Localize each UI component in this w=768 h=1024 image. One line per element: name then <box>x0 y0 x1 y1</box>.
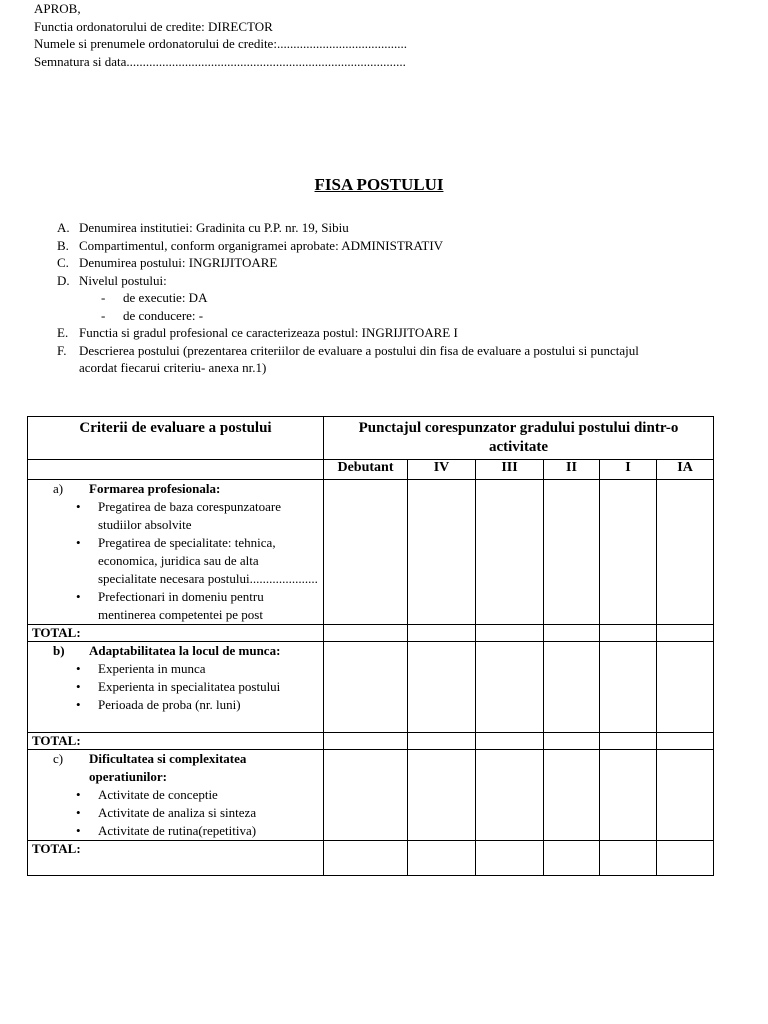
grade-header: II <box>544 460 600 480</box>
score-cell <box>544 750 600 841</box>
criteria-item <box>32 660 319 678</box>
grade-header: III <box>476 460 544 480</box>
total-score-cell <box>476 841 544 876</box>
info-text: Denumirea institutiei: Gradinita cu P.P. nr. 19, Sibiu <box>79 220 349 235</box>
table-header-row <box>28 417 714 460</box>
total-score-cell <box>324 841 408 876</box>
score-cell <box>324 750 408 841</box>
criteria-cell <box>28 480 324 625</box>
criteria-item <box>32 588 319 624</box>
info-department <box>57 237 679 255</box>
section-title: Adaptabilitatea la locul de munca: <box>89 643 281 658</box>
total-score-cell <box>324 733 408 750</box>
bullet-icon: • <box>76 535 81 550</box>
score-header: Punctajul corespunzator gradului postului dintr-o activitate <box>324 417 714 460</box>
approval-block <box>34 0 407 70</box>
total-score-cell <box>476 625 544 642</box>
total-score-cell <box>657 625 714 642</box>
score-cell <box>408 642 476 733</box>
section-title: Dificultatea si complexitatea operatiunilor: <box>89 751 247 784</box>
score-cell <box>476 480 544 625</box>
criteria-item <box>32 822 319 840</box>
bullet-icon: • <box>76 679 81 694</box>
info-execution-level <box>57 289 679 307</box>
info-letter: B. <box>57 237 69 253</box>
score-cell <box>657 750 714 841</box>
grade-header: IV <box>408 460 476 480</box>
total-score-cell <box>657 841 714 876</box>
bullet-icon: • <box>76 697 81 712</box>
grade-header: I <box>600 460 657 480</box>
info-text: Functia si gradul profesional ce caracterizeaza postul: INGRIJITOARE I <box>79 325 458 340</box>
info-institution <box>57 219 679 237</box>
score-cell <box>476 642 544 733</box>
score-cell <box>408 750 476 841</box>
criteria-item <box>32 498 319 534</box>
criteria-item-text: Activitate de rutina(repetitiva) <box>98 823 257 838</box>
score-cell <box>600 642 657 733</box>
section-heading <box>32 480 319 498</box>
criteria-item-text: Activitate de analiza si sinteza <box>98 805 257 820</box>
criteria-item-text: Experienta in munca <box>98 661 206 676</box>
info-letter: F. <box>57 342 67 358</box>
section-heading <box>32 642 319 660</box>
total-score-cell <box>600 841 657 876</box>
document-title: FISA POSTULUI <box>314 175 444 194</box>
info-letter: D. <box>57 272 70 288</box>
info-letter: C. <box>57 255 69 270</box>
info-letter: A. <box>57 220 70 235</box>
blank-header-cell <box>28 460 324 480</box>
total-score-cell <box>408 841 476 876</box>
bullet-icon: • <box>76 589 81 604</box>
total-score-cell <box>600 733 657 750</box>
score-cell <box>324 642 408 733</box>
info-position-level <box>57 272 679 290</box>
score-cell <box>544 480 600 625</box>
section-title: Formarea profesionala: <box>89 481 221 496</box>
criteria-section-row <box>28 750 714 841</box>
criteria-item-text: Perioada de proba (nr. luni) <box>98 697 241 712</box>
total-score-cell <box>408 733 476 750</box>
criteria-section-row <box>28 642 714 733</box>
info-text: Descrierea postului (prezentarea criteriilor de evaluare a postului din fisa de evaluare a postului si punctajul acordat fiecarui criteriu- anexa nr.1) <box>79 342 639 375</box>
criteria-item <box>32 786 319 804</box>
section-heading <box>32 750 319 786</box>
info-text: de executie: DA <box>123 290 208 305</box>
bullet-icon: • <box>76 805 81 820</box>
total-score-cell <box>476 733 544 750</box>
total-score-cell <box>657 733 714 750</box>
info-text: Compartimentul, conform organigramei aprobate: ADMINISTRATIV <box>79 237 444 253</box>
total-row <box>28 625 714 642</box>
score-cell <box>544 642 600 733</box>
score-cell <box>408 480 476 625</box>
bullet-icon: • <box>76 499 81 514</box>
score-cell <box>324 480 408 625</box>
approver-name-line: Numele si prenumele ordonatorului de credite:........................................ <box>34 36 407 51</box>
criteria-item-text: Prefectionari in domeniu pentru mentinerea competentei pe post <box>98 589 264 622</box>
criteria-cell <box>28 642 324 733</box>
bullet-icon: • <box>76 661 81 676</box>
info-text: Nivelul postului: <box>79 272 167 288</box>
bullet-icon: • <box>76 823 81 838</box>
total-label: TOTAL: <box>28 841 324 876</box>
info-function-grade <box>57 324 679 342</box>
total-score-cell <box>544 841 600 876</box>
grade-header: Debutant <box>324 460 408 480</box>
info-text: Denumirea postului: INGRIJITOARE <box>79 255 278 270</box>
info-letter: E. <box>57 325 69 340</box>
approval-label: APROB, <box>34 1 81 16</box>
criteria-item-text: Activitate de conceptie <box>98 787 218 802</box>
total-score-cell <box>324 625 408 642</box>
total-label: TOTAL: <box>28 625 324 642</box>
criteria-item <box>32 678 319 696</box>
total-score-cell <box>408 625 476 642</box>
score-cell <box>600 480 657 625</box>
approver-function: Functia ordonatorului de credite: DIRECTOR <box>34 18 273 34</box>
score-cell <box>657 480 714 625</box>
info-position-name <box>57 254 679 272</box>
section-label: c) <box>53 751 64 766</box>
evaluation-table <box>27 416 714 876</box>
job-info-list <box>57 219 679 377</box>
total-label: TOTAL: <box>28 733 324 750</box>
criteria-section-row <box>28 480 714 625</box>
grades-header-row <box>28 460 714 480</box>
info-text: de conducere: - <box>123 307 204 323</box>
info-description <box>57 342 679 377</box>
total-score-cell <box>544 733 600 750</box>
score-cell <box>476 750 544 841</box>
criteria-item-text: Pregatirea de baza corespunzatoare studiilor absolvite <box>98 499 281 532</box>
dash-marker: - <box>101 290 106 305</box>
section-label: b) <box>53 643 65 658</box>
total-row <box>28 733 714 750</box>
criteria-item <box>32 696 319 714</box>
grade-header: IA <box>657 460 714 480</box>
criteria-item-text: Experienta in specialitatea postului <box>98 679 281 694</box>
dash-marker: - <box>101 307 106 323</box>
total-score-cell <box>544 625 600 642</box>
score-cell <box>600 750 657 841</box>
section-label: a) <box>53 481 64 496</box>
total-row <box>28 841 714 876</box>
criteria-item <box>32 804 319 822</box>
criteria-header: Criterii de evaluare a postului <box>28 417 324 460</box>
score-cell <box>657 642 714 733</box>
info-management-level <box>57 307 679 325</box>
signature-date-line: Semnatura si data...................................................................................... <box>34 53 406 69</box>
criteria-item-text: Pregatirea de specialitate: tehnica, economica, juridica sau de alta specialitate necesara postului..................... <box>98 535 318 586</box>
bullet-icon: • <box>76 787 81 802</box>
total-score-cell <box>600 625 657 642</box>
criteria-cell <box>28 750 324 841</box>
criteria-item <box>32 534 319 588</box>
